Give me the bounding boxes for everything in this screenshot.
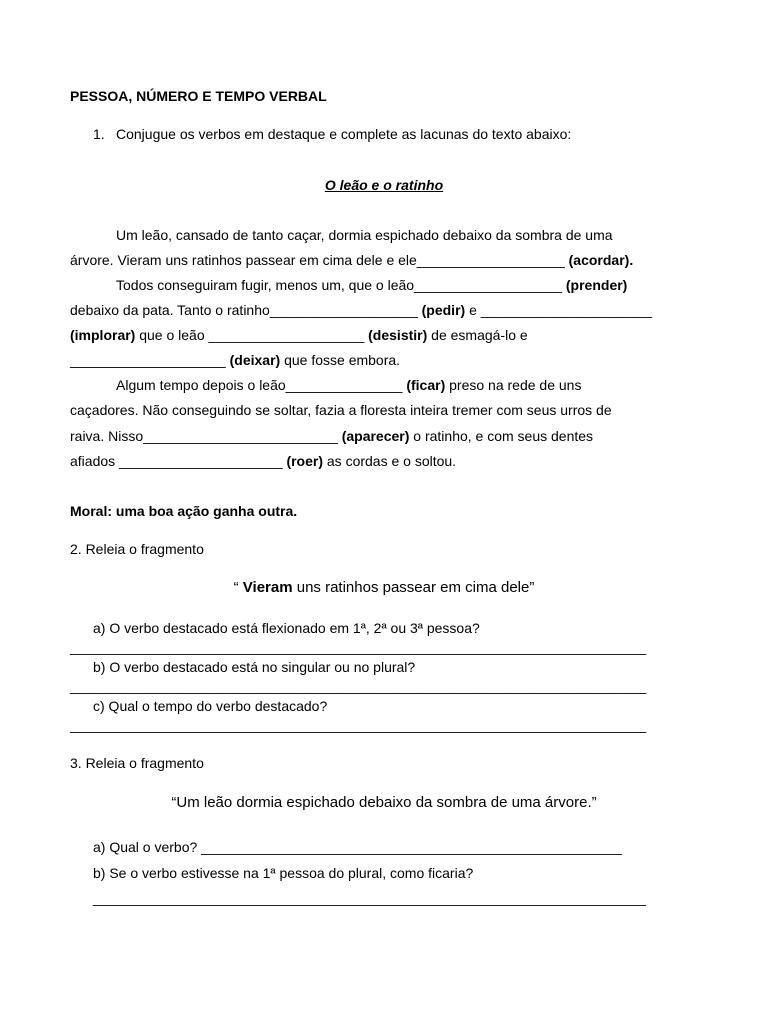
- story-text: debaixo da pata. Tanto o ratinho___________________: [70, 302, 418, 318]
- q3b-answer-line: _______________________________________________________________________: [93, 890, 646, 906]
- story-text: Todos conseguiram fugir, menos um, que o leão___________________: [116, 277, 562, 293]
- story-text: de esmagá-lo e: [431, 327, 528, 343]
- story-text: preso na rede de uns: [449, 377, 582, 393]
- story-text: árvore. Vieram uns ratinhos passear em cima dele e ele___________________: [70, 252, 565, 268]
- q3-heading: 3. Releia o fragmento: [70, 755, 204, 771]
- story-line-4: [70, 301, 652, 319]
- verb-desistir: (desistir): [368, 327, 428, 343]
- q2c-answer-line: __________________________________________________________________________: [70, 717, 647, 733]
- verb-acordar: (acordar).: [568, 252, 634, 268]
- q2-fragment-quote: [0, 579, 768, 597]
- verb-implorar: (implorar): [70, 327, 136, 343]
- verb-pedir: (pedir): [421, 302, 466, 318]
- q2-heading: 2. Releia o fragmento: [70, 541, 204, 557]
- story-text: Algum tempo depois o leão_______________: [116, 377, 403, 393]
- verb-roer: (roer): [286, 453, 323, 469]
- verb-ficar: (ficar): [406, 377, 446, 393]
- story-text: raiva. Nisso_________________________: [70, 428, 338, 444]
- story-text: afiados _____________________: [70, 453, 283, 469]
- q1-number: 1.: [93, 126, 105, 142]
- story-line-2: [70, 251, 633, 269]
- q2b-answer-line: __________________________________________________________________________: [70, 678, 647, 694]
- page-title: PESSOA, NÚMERO E TEMPO VERBAL: [70, 88, 327, 104]
- verb-aparecer: (aparecer): [341, 428, 410, 444]
- story-text: o ratinho, e com seus dentes: [413, 428, 594, 444]
- quote-rest: uns ratinhos passear em cima dele”: [296, 579, 535, 596]
- story-text: que o leão ____________________: [139, 327, 365, 343]
- story-line-10: [70, 452, 456, 470]
- story-text: as cordas e o soltou.: [326, 453, 457, 469]
- story-text: ____________________: [70, 352, 226, 368]
- q3a-question: a) Qual o verbo? ______________________________________________________: [93, 839, 622, 855]
- q3b-question: b) Se o verbo estivesse na 1ª pessoa do plural, como ficaria?: [93, 865, 474, 881]
- story-text: que fosse embora.: [284, 352, 401, 368]
- moral-text: Moral: uma boa ação ganha outra.: [70, 503, 298, 519]
- story-line-6: [70, 351, 400, 369]
- q2c-question: c) Qual o tempo do verbo destacado?: [93, 698, 328, 714]
- q2a-question: a) O verbo destacado está flexionado em 1ª, 2ª ou 3ª pessoa?: [93, 620, 480, 636]
- quote-open: “: [233, 579, 239, 596]
- story-line-8: caçadores. Não conseguindo se soltar, fazia a floresta inteira tremer com seus urros de: [70, 402, 612, 418]
- story-line-7: [116, 376, 581, 394]
- story-line-3: [116, 276, 627, 294]
- story-line-9: [70, 427, 593, 445]
- story-title: O leão e o ratinho: [324, 177, 444, 193]
- story-text: e ______________________: [469, 302, 653, 318]
- q2a-answer-line: __________________________________________________________________________: [70, 639, 647, 655]
- verb-deixar: (deixar): [229, 352, 281, 368]
- q2b-question: b) O verbo destacado está no singular ou no plural?: [93, 659, 416, 675]
- story-line-5: [70, 326, 528, 344]
- verb-prender: (prender): [565, 277, 628, 293]
- q1-instruction: Conjugue os verbos em destaque e complete as lacunas do texto abaixo:: [116, 126, 572, 142]
- story-line-1: Um leão, cansado de tanto caçar, dormia espichado debaixo da sombra de uma: [116, 227, 613, 243]
- highlighted-verb: Vieram: [242, 579, 293, 596]
- q3-fragment-quote: “Um leão dormia espichado debaixo da sombra de uma árvore.”: [171, 794, 597, 811]
